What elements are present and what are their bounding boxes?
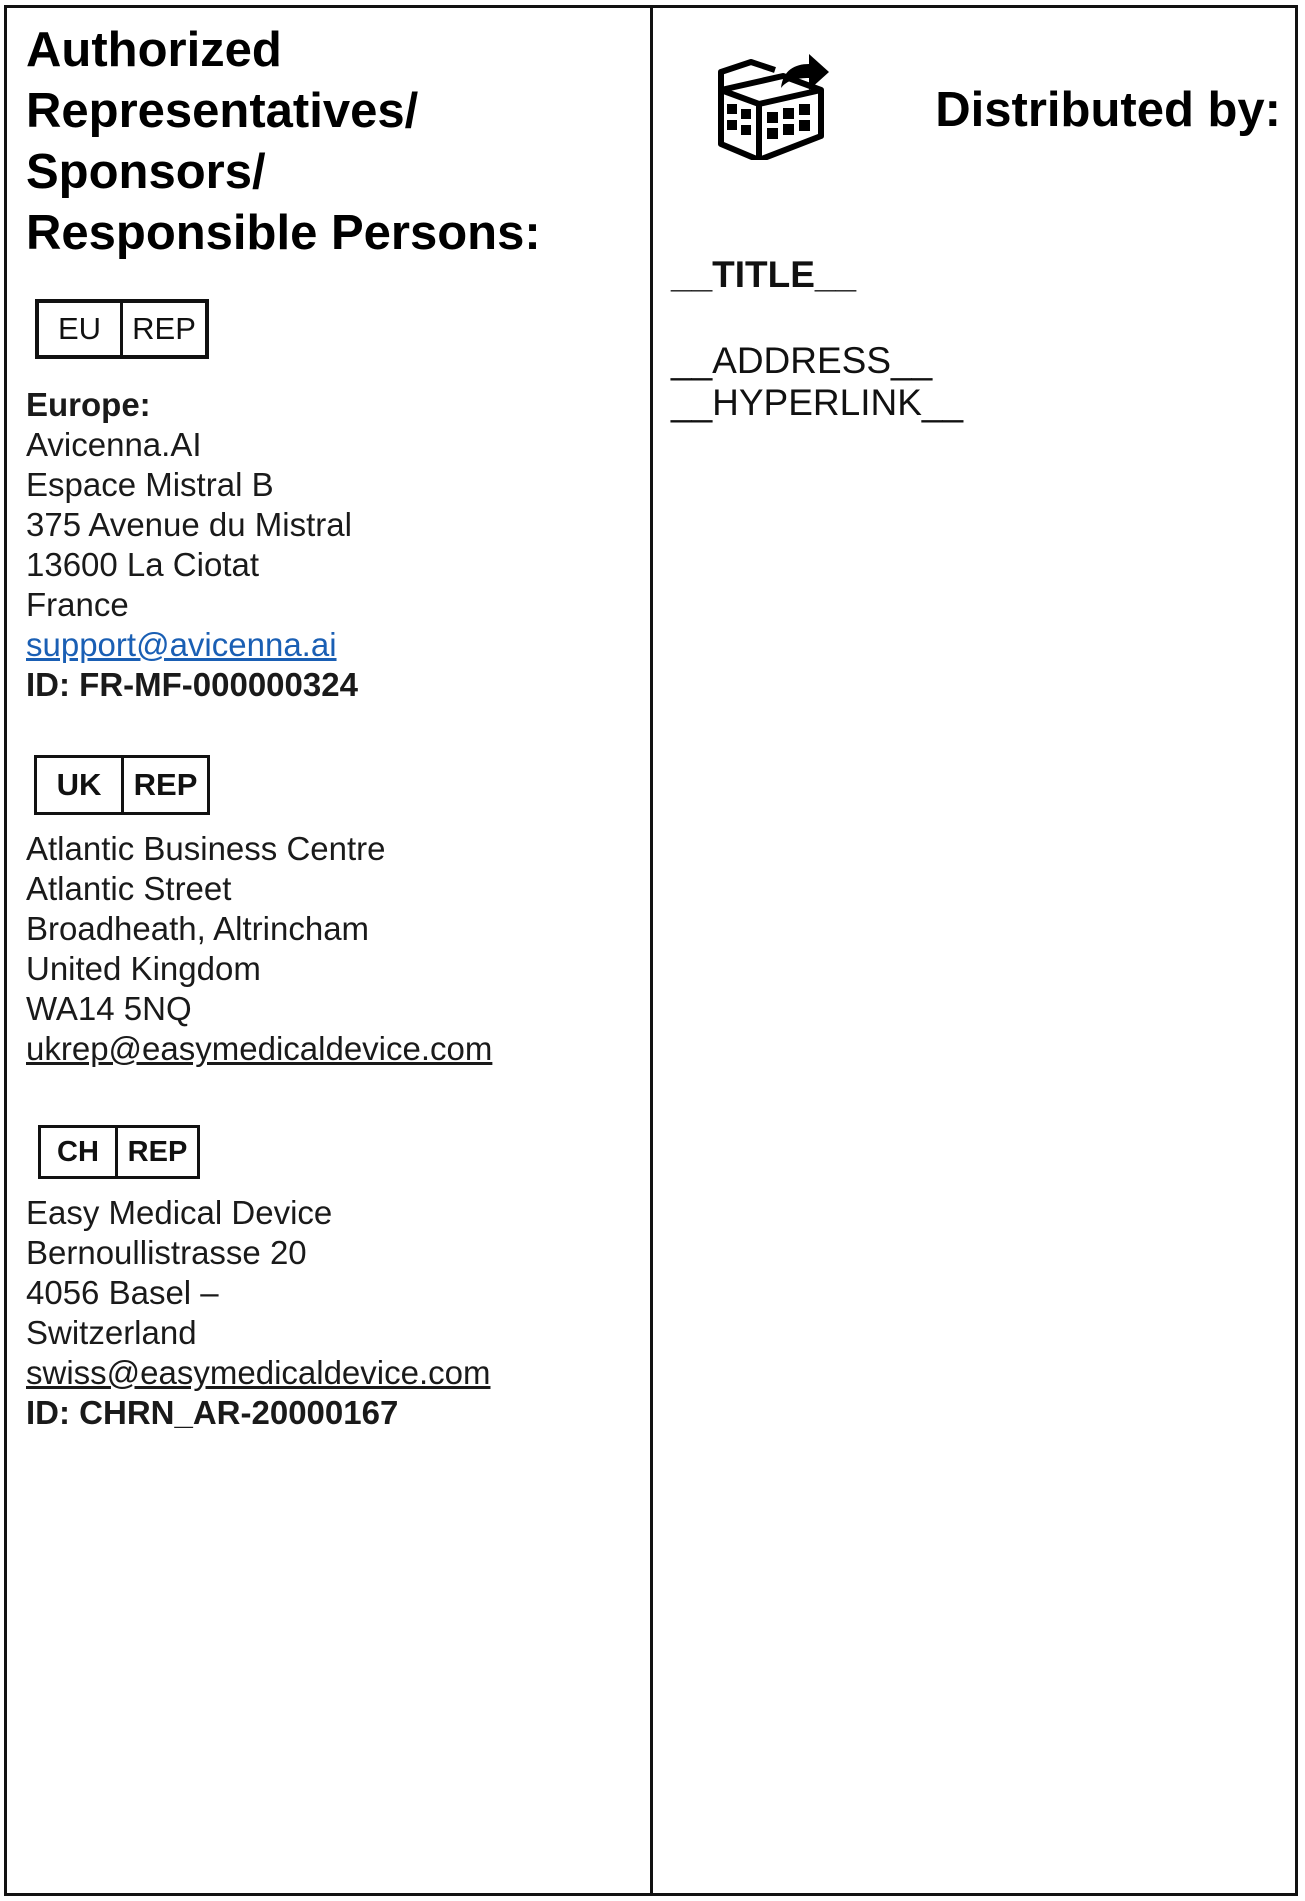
address-line: 375 Avenue du Mistral — [26, 506, 352, 543]
address-line: Easy Medical Device — [26, 1194, 333, 1231]
address-line: Switzerland — [26, 1314, 197, 1351]
address-line: Bernoullistrasse 20 — [26, 1234, 307, 1271]
eu-rep-symbol — [35, 299, 209, 359]
representatives-column — [26, 20, 636, 1433]
ch-rep-code: CH — [57, 1135, 99, 1168]
ch-address-block — [26, 1193, 636, 1433]
distributed-by-title: Distributed by: — [935, 83, 1281, 137]
address-line: Atlantic Business Centre — [26, 830, 386, 867]
address-line: WA14 5NQ — [26, 990, 192, 1027]
address-line: France — [26, 586, 129, 623]
address-line: Avicenna.AI — [26, 426, 202, 463]
column-divider — [650, 5, 653, 1896]
europe-id: ID: FR-MF-000000324 — [26, 666, 358, 703]
distributor-hyperlink-placeholder: __HYPERLINK__ — [671, 382, 964, 423]
address-line: 4056 Basel – — [26, 1274, 219, 1311]
ch-email-link[interactable]: swiss@easymedicaldevice.com — [26, 1354, 491, 1391]
ch-id: ID: CHRN_AR-20000167 — [26, 1394, 399, 1431]
europe-email-link[interactable]: support@avicenna.ai — [26, 626, 337, 663]
europe-label: Europe: — [26, 386, 151, 423]
address-line: 13600 La Ciotat — [26, 546, 260, 583]
uk-rep-code: UK — [56, 767, 102, 802]
heading-line: Representatives/ — [26, 84, 419, 138]
address-line: Espace Mistral B — [26, 466, 274, 503]
heading-line: Sponsors/ — [26, 145, 266, 199]
ch-rep-label: REP — [115, 1128, 197, 1176]
address-line: Broadheath, Altrincham — [26, 910, 370, 947]
representatives-heading — [26, 20, 636, 264]
uk-address-block — [26, 829, 636, 1069]
uk-email-link[interactable]: ukrep@easymedicaldevice.com — [26, 1030, 493, 1067]
distributor-building-icon — [713, 48, 831, 160]
distributor-title-placeholder: __TITLE__ — [671, 254, 857, 295]
distributor-column — [671, 40, 1291, 423]
uk-rep-label: REP — [121, 758, 207, 812]
uk-rep-symbol — [34, 755, 210, 815]
heading-line: Authorized — [26, 23, 282, 77]
distributor-address-placeholder: __ADDRESS__ — [671, 340, 933, 381]
eu-rep-code: EU — [57, 311, 102, 346]
address-line: United Kingdom — [26, 950, 261, 987]
heading-line: Responsible Persons: — [26, 206, 541, 260]
address-line: Atlantic Street — [26, 870, 232, 907]
europe-address-block — [26, 385, 636, 705]
ch-rep-symbol — [38, 1125, 200, 1179]
eu-rep-label: REP — [120, 303, 205, 355]
